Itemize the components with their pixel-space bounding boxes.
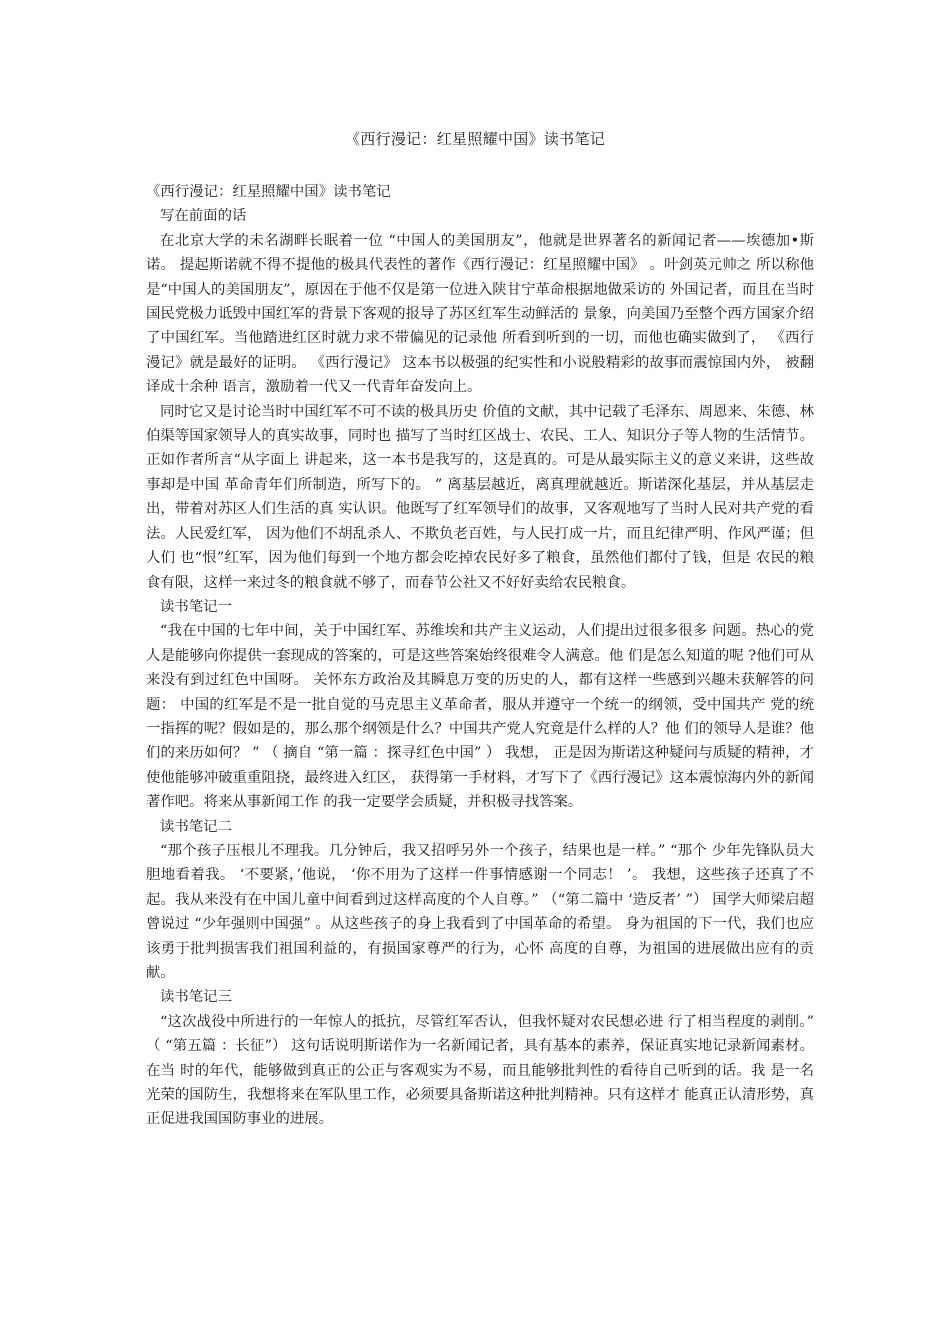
document-body [146,180,814,1132]
document-title: 《西行漫记：红星照耀中国》读书笔记 [344,130,606,148]
section-heading-note-1: 读书笔记一 [160,598,232,615]
section-heading-note-2: 读书笔记二 [160,818,232,835]
paragraph: “我在中国的七年中间，关于中国红军、苏维埃和共产主义运动，人们提出过很多很多 问题。热心的党人是能够向你提供一套现成的答案的，可是这些答案始终很难令人满意。他 们是怎么知道的呢 ?他们可从来没有到过红色中国呀。 关怀东方政治及其瞬息万变的历史的人，都有这样一些感到兴趣未获解答的问题： 中国的红军是不是一批自觉的马克思主义革命者，服从并遵守一个统一的纲领，受中国共产 党的统一指挥的呢？假如是的，那么那个纲领是什么？中国共产党人究竟是什么样的人？他 们的领导人是谁？他们的来历如何？ ” （ 摘自 “第一篇 ：探寻红色中国” ） 我想， 正是因为斯诺这种疑问与质疑的精神，才使他能够冲破重重阻挠，最终进入红区， 获得第一手材料，才写下了《西行漫记》这本震惊海内外的新闻著作吧。将来从事新闻工作 的我一定要学会质疑，并积极寻找答案。 [146,623,814,811]
document-subtitle: 《西行漫记：红星照耀中国》读书笔记 [146,184,391,200]
paragraph: 同时它又是讨论当时中国红军不可不读的极具历史 价值的文献，其中记载了毛泽东、周恩来、朱德、林伯渠等国家领导人的真实故事，同时也 描写了当时红区战士、农民、工人、知识分子等人物的生活情节。正如作者所言“从字面上 讲起来，这一本书是我写的，这是真的。可是从最实际主义的意义来讲，这些故事却是中国 革命青年们所制造，所写下的。 ” 离基层越近，离真理就越近。斯诺深化基层，并从基层走出，带着对苏区人们生活的真 实认识。他既写了红军领导们的故事，又客观地写了当时人民对共产党的看法。人民爱红军， 因为他们不胡乱杀人、不欺负老百姓，与人民打成一片，而且纪律严明、作风严谨；但人们 也“恨”红军，因为他们每到一个地方都会吃掉农民好多了粮食，虽然他们都付了钱，但是 农民的粮食有限，这样一来过冬的粮食就不够了，而春节公社又不好好卖给农民粮食。 [146,403,814,591]
paragraph: “这次战役中所进行的一年惊人的抵抗，尽管红军否认，但我怀疑对农民想必进 行了相当程度的剥削。” （ “第五篇 ：长征”） 这句话说明斯诺作为一名新闻记者，具有基本的素养，保证真实地记录新闻素材。在当 时的年代，能够做到真正的公正与客观实为不易，而且能够批判性的看待自己听到的话。我 是一名光荣的国防生，我想将来在军队里工作，必须要具备斯诺这种批判精神。只有这样才 能真正认清形势，真正促进我国国防事业的进展。 [146,1013,814,1128]
paragraph: 在北京大学的未名湖畔长眠着一位 “中国人的美国朋友”，他就是世界著名的新闻记者——埃德加•斯诺。 提起斯诺就不得不提他的极具代表性的著作《西行漫记：红星照耀中国》 。叶剑英元帅之 所以称他是“中国人的美国朋友”，原因在于他不仅是第一位进入陕甘宁革命根据地做采访的 外国记者，而且在当时国民党极力诋毁中国红军的背景下客观的报导了苏区红军生动鲜活的 景象，向美国乃至整个西方国家介绍了中国红军。当他踏进红区时就力求不带偏见的记录他 所看到听到的一切，而他也确实做到了， 《西行漫记》就是最好的证明。 《西行漫记》 这本书以极强的纪实性和小说般精彩的故事而震惊国内外， 被翻译成十余种 语言，激励着一代又一代青年奋发向上。 [146,232,814,396]
paragraph: “那个孩子压根儿不理我。几分钟后，我又招呼另外一个孩子，结果也是一样。” “那个 少年先锋队员大胆地看着我。 ‘不要紧，’他说， ‘你不用为了这样一件事情感谢一个同志！ ’。 我想，这些孩子还真了不起。我从来没有在中国儿童中间看到过这样高度的个人自尊。” （“第二篇中 ‘造反者’ ”） 国学大师梁启超曾说过 “少年强则中国强” 。从这些孩子的身上我看到了中国革命的希望。 身为祖国的下一代，我们也应该勇于批判损害我们祖国利益的，有损国家尊严的行为，心怀 高度的自尊，为祖国的进展做出应有的贡献。 [146,842,814,981]
section-heading-note-3: 读书笔记三 [160,989,232,1006]
section-heading-preface: 写在前面的话 [160,208,247,225]
